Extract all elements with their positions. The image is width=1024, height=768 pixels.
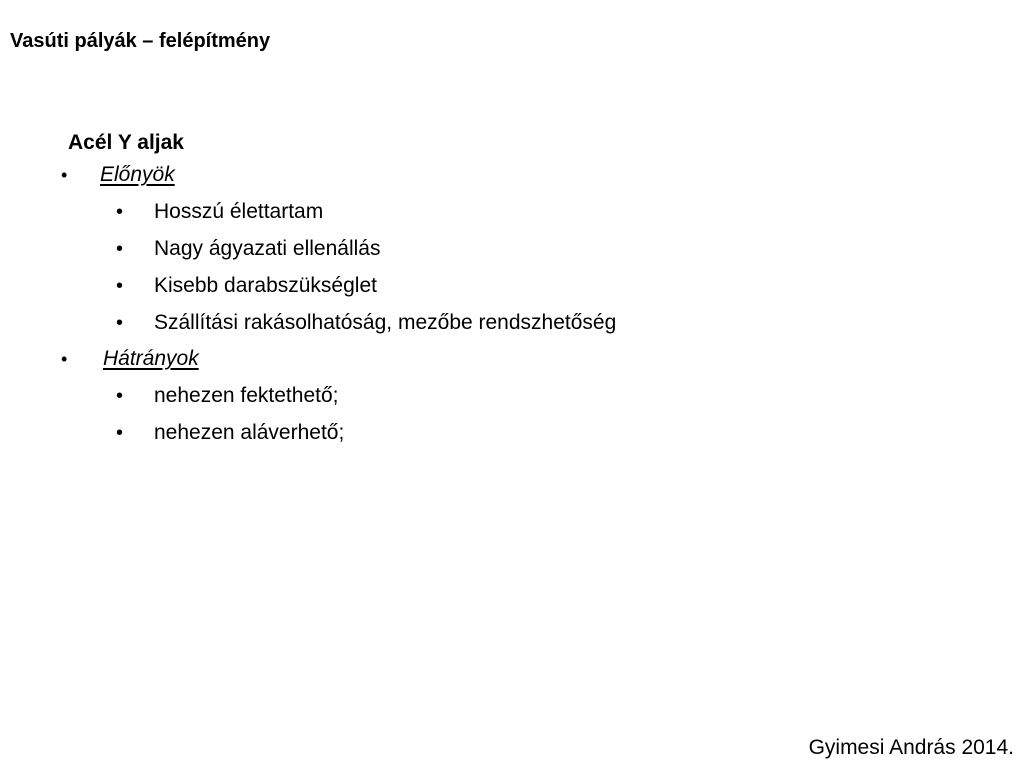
- bullet-icon: •: [116, 238, 124, 260]
- list-item-text: Kisebb darabszükséglet: [154, 274, 377, 297]
- list-item-text: nehezen aláverhető;: [154, 421, 345, 444]
- bullet-icon: •: [61, 349, 68, 369]
- bullet-icon: •: [61, 165, 68, 185]
- list-item-text: nehezen fektethető;: [154, 384, 339, 407]
- bullet-icon: •: [116, 312, 124, 334]
- bullet-icon: •: [116, 201, 124, 223]
- footer-author: Gyimesi András 2014.: [808, 736, 1014, 759]
- bullet-icon: •: [116, 275, 124, 297]
- list-item-text: Nagy ágyazati ellenállás: [154, 237, 381, 260]
- bullet-icon: •: [116, 385, 124, 407]
- slide-title: Vasúti pályák – felépítmény: [10, 30, 271, 52]
- list-item-text: Hosszú élettartam: [154, 200, 324, 223]
- advantages-heading: Előnyök: [100, 163, 175, 186]
- section-heading: Acél Y aljak: [68, 131, 184, 154]
- list-item-text: Szállítási rakásolhatóság, mezőbe rendszhetőség: [154, 311, 617, 334]
- disadvantages-heading: Hátrányok: [103, 347, 199, 370]
- bullet-icon: •: [116, 422, 124, 444]
